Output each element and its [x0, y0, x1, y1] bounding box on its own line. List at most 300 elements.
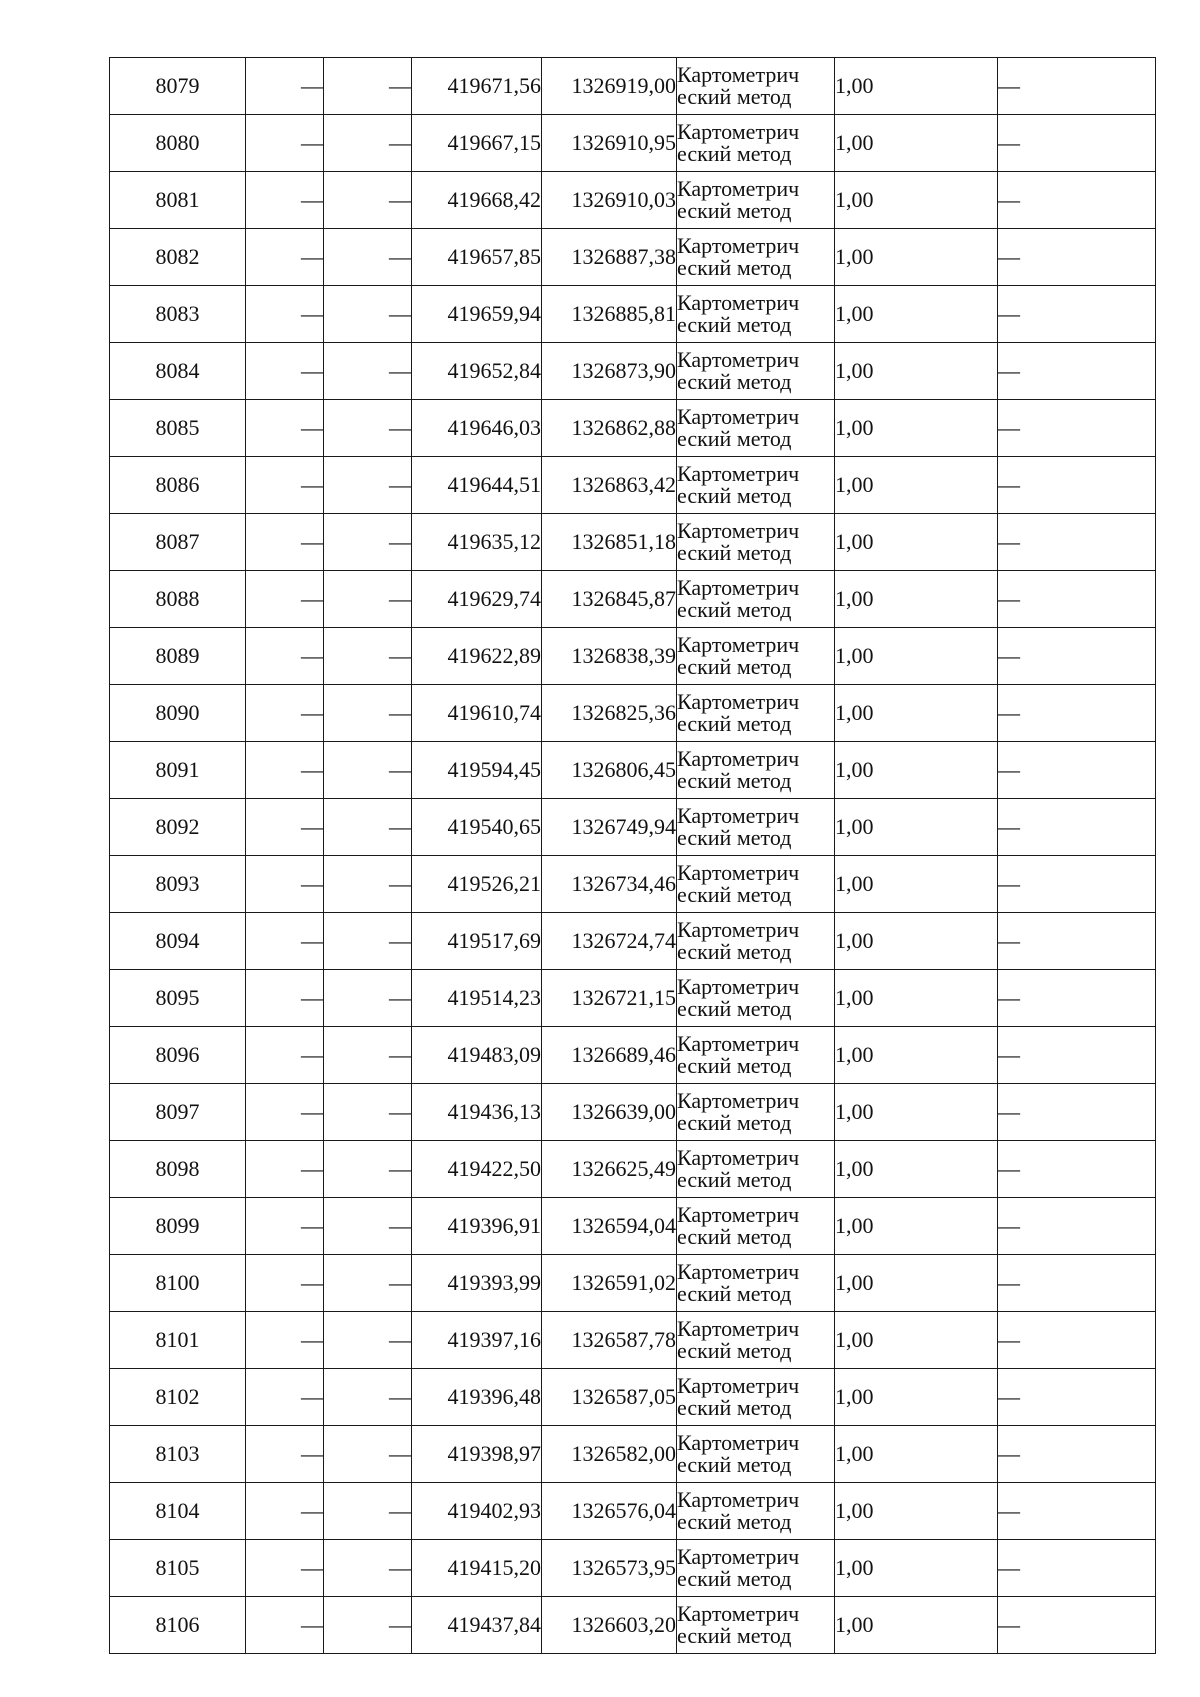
- empty-value-cell: —: [246, 1141, 324, 1198]
- method-cell: [677, 1483, 835, 1540]
- method-text-line2: еский метод: [677, 1281, 792, 1306]
- table-row: [110, 685, 1156, 742]
- method-text-line2: еский метод: [677, 882, 792, 907]
- empty-value-cell: —: [324, 742, 412, 799]
- y-coordinate-cell: 1326582,00: [542, 1426, 677, 1483]
- point-number-cell: 8105: [110, 1540, 246, 1597]
- method-cell: [677, 970, 835, 1027]
- y-coordinate-cell: 1326587,05: [542, 1369, 677, 1426]
- table-row: [110, 1198, 1156, 1255]
- method-text-line2: еский метод: [677, 939, 792, 964]
- empty-value-cell: —: [324, 229, 412, 286]
- table-row: [110, 1255, 1156, 1312]
- y-coordinate-cell: 1326603,20: [542, 1597, 677, 1654]
- method-text-line2: еский метод: [677, 825, 792, 850]
- accuracy-cell: 1,00: [835, 115, 998, 172]
- method-text-line1: Картометрич: [677, 1145, 800, 1170]
- note-cell: —: [998, 1369, 1156, 1426]
- method-text-line1: Картометрич: [677, 176, 800, 201]
- method-text-line1: Картометрич: [677, 62, 800, 87]
- x-coordinate-cell: 419652,84: [412, 343, 542, 400]
- method-text-line1: Картометрич: [677, 1259, 800, 1284]
- y-coordinate-cell: 1326721,15: [542, 970, 677, 1027]
- method-text-line2: еский метод: [677, 711, 792, 736]
- y-coordinate-cell: 1326838,39: [542, 628, 677, 685]
- point-number-cell: 8092: [110, 799, 246, 856]
- accuracy-cell: 1,00: [835, 286, 998, 343]
- method-text-line2: еский метод: [677, 198, 792, 223]
- x-coordinate-cell: 419671,56: [412, 58, 542, 115]
- method-text-line1: Картометрич: [677, 461, 800, 486]
- empty-value-cell: —: [324, 856, 412, 913]
- point-number-cell: 8079: [110, 58, 246, 115]
- x-coordinate-cell: 419402,93: [412, 1483, 542, 1540]
- note-cell: —: [998, 58, 1156, 115]
- method-cell: [677, 343, 835, 400]
- x-coordinate-cell: 419610,74: [412, 685, 542, 742]
- method-text-line2: еский метод: [677, 84, 792, 109]
- method-text-line1: Картометрич: [677, 860, 800, 885]
- empty-value-cell: —: [246, 1597, 324, 1654]
- table-row: [110, 856, 1156, 913]
- accuracy-cell: 1,00: [835, 1141, 998, 1198]
- empty-value-cell: —: [246, 1369, 324, 1426]
- method-cell: [677, 457, 835, 514]
- method-text-line1: Картометрич: [677, 689, 800, 714]
- note-cell: —: [998, 1540, 1156, 1597]
- accuracy-cell: 1,00: [835, 1198, 998, 1255]
- table-row: [110, 514, 1156, 571]
- point-number-cell: 8093: [110, 856, 246, 913]
- empty-value-cell: —: [324, 685, 412, 742]
- empty-value-cell: —: [324, 799, 412, 856]
- empty-value-cell: —: [324, 457, 412, 514]
- method-cell: [677, 229, 835, 286]
- point-number-cell: 8091: [110, 742, 246, 799]
- note-cell: —: [998, 1597, 1156, 1654]
- empty-value-cell: —: [246, 172, 324, 229]
- method-text-line2: еский метод: [677, 1224, 792, 1249]
- note-cell: —: [998, 457, 1156, 514]
- method-cell: [677, 514, 835, 571]
- note-cell: —: [998, 913, 1156, 970]
- accuracy-cell: 1,00: [835, 1255, 998, 1312]
- y-coordinate-cell: 1326573,95: [542, 1540, 677, 1597]
- table-row: [110, 913, 1156, 970]
- method-text-line2: еский метод: [677, 426, 792, 451]
- accuracy-cell: 1,00: [835, 514, 998, 571]
- accuracy-cell: 1,00: [835, 400, 998, 457]
- empty-value-cell: —: [246, 970, 324, 1027]
- method-cell: [677, 685, 835, 742]
- method-cell: [677, 1312, 835, 1369]
- table-row: [110, 58, 1156, 115]
- empty-value-cell: —: [246, 571, 324, 628]
- table-row: [110, 1597, 1156, 1654]
- y-coordinate-cell: 1326851,18: [542, 514, 677, 571]
- y-coordinate-cell: 1326825,36: [542, 685, 677, 742]
- table-row: [110, 172, 1156, 229]
- method-text-line1: Картометрич: [677, 1031, 800, 1056]
- table-row: [110, 1426, 1156, 1483]
- method-cell: [677, 286, 835, 343]
- method-text-line2: еский метод: [677, 141, 792, 166]
- accuracy-cell: 1,00: [835, 913, 998, 970]
- method-text-line1: Картометрич: [677, 1430, 800, 1455]
- method-text-line1: Картометрич: [677, 1601, 800, 1626]
- x-coordinate-cell: 419646,03: [412, 400, 542, 457]
- note-cell: —: [998, 1483, 1156, 1540]
- method-text-line2: еский метод: [677, 540, 792, 565]
- accuracy-cell: 1,00: [835, 1027, 998, 1084]
- x-coordinate-cell: 419436,13: [412, 1084, 542, 1141]
- x-coordinate-cell: 419657,85: [412, 229, 542, 286]
- x-coordinate-cell: 419659,94: [412, 286, 542, 343]
- x-coordinate-cell: 419437,84: [412, 1597, 542, 1654]
- note-cell: —: [998, 1027, 1156, 1084]
- accuracy-cell: 1,00: [835, 856, 998, 913]
- point-number-cell: 8081: [110, 172, 246, 229]
- empty-value-cell: —: [246, 286, 324, 343]
- x-coordinate-cell: 419667,15: [412, 115, 542, 172]
- method-text-line2: еский метод: [677, 996, 792, 1021]
- accuracy-cell: 1,00: [835, 1312, 998, 1369]
- x-coordinate-cell: 419526,21: [412, 856, 542, 913]
- point-number-cell: 8086: [110, 457, 246, 514]
- method-text-line1: Картометрич: [677, 1373, 800, 1398]
- x-coordinate-cell: 419644,51: [412, 457, 542, 514]
- table-row: [110, 742, 1156, 799]
- note-cell: —: [998, 685, 1156, 742]
- note-cell: —: [998, 856, 1156, 913]
- empty-value-cell: —: [324, 628, 412, 685]
- method-cell: [677, 742, 835, 799]
- point-number-cell: 8100: [110, 1255, 246, 1312]
- empty-value-cell: —: [324, 1027, 412, 1084]
- x-coordinate-cell: 419668,42: [412, 172, 542, 229]
- method-text-line1: Картометрич: [677, 746, 800, 771]
- method-text-line1: Картометрич: [677, 1544, 800, 1569]
- empty-value-cell: —: [324, 571, 412, 628]
- method-cell: [677, 1540, 835, 1597]
- point-number-cell: 8097: [110, 1084, 246, 1141]
- y-coordinate-cell: 1326625,49: [542, 1141, 677, 1198]
- method-text-line2: еский метод: [677, 1395, 792, 1420]
- empty-value-cell: —: [246, 400, 324, 457]
- method-cell: [677, 856, 835, 913]
- note-cell: —: [998, 1312, 1156, 1369]
- point-number-cell: 8085: [110, 400, 246, 457]
- table-row: [110, 1141, 1156, 1198]
- note-cell: —: [998, 400, 1156, 457]
- method-text-line2: еский метод: [677, 654, 792, 679]
- empty-value-cell: —: [246, 1312, 324, 1369]
- note-cell: —: [998, 970, 1156, 1027]
- method-cell: [677, 571, 835, 628]
- table-row: [110, 229, 1156, 286]
- method-cell: [677, 1369, 835, 1426]
- point-number-cell: 8096: [110, 1027, 246, 1084]
- empty-value-cell: —: [324, 913, 412, 970]
- empty-value-cell: —: [246, 1027, 324, 1084]
- method-cell: [677, 913, 835, 970]
- x-coordinate-cell: 419540,65: [412, 799, 542, 856]
- empty-value-cell: —: [324, 172, 412, 229]
- table-body: [110, 58, 1156, 1654]
- method-cell: [677, 1084, 835, 1141]
- method-text-line1: Картометрич: [677, 1202, 800, 1227]
- note-cell: —: [998, 628, 1156, 685]
- method-cell: [677, 1198, 835, 1255]
- x-coordinate-cell: 419594,45: [412, 742, 542, 799]
- point-number-cell: 8090: [110, 685, 246, 742]
- method-cell: [677, 172, 835, 229]
- x-coordinate-cell: 419622,89: [412, 628, 542, 685]
- y-coordinate-cell: 1326887,38: [542, 229, 677, 286]
- point-number-cell: 8089: [110, 628, 246, 685]
- point-number-cell: 8095: [110, 970, 246, 1027]
- point-number-cell: 8082: [110, 229, 246, 286]
- accuracy-cell: 1,00: [835, 1597, 998, 1654]
- method-text-line2: еский метод: [677, 312, 792, 337]
- point-number-cell: 8106: [110, 1597, 246, 1654]
- y-coordinate-cell: 1326845,87: [542, 571, 677, 628]
- table-row: [110, 343, 1156, 400]
- empty-value-cell: —: [246, 457, 324, 514]
- y-coordinate-cell: 1326862,88: [542, 400, 677, 457]
- y-coordinate-cell: 1326910,95: [542, 115, 677, 172]
- empty-value-cell: —: [324, 514, 412, 571]
- point-number-cell: 8101: [110, 1312, 246, 1369]
- empty-value-cell: —: [246, 799, 324, 856]
- empty-value-cell: —: [324, 115, 412, 172]
- accuracy-cell: 1,00: [835, 172, 998, 229]
- table-row: [110, 286, 1156, 343]
- empty-value-cell: —: [324, 400, 412, 457]
- method-text-line1: Картометрич: [677, 917, 800, 942]
- method-cell: [677, 1027, 835, 1084]
- empty-value-cell: —: [246, 742, 324, 799]
- method-cell: [677, 58, 835, 115]
- table-row: [110, 628, 1156, 685]
- accuracy-cell: 1,00: [835, 1426, 998, 1483]
- empty-value-cell: —: [324, 1540, 412, 1597]
- method-cell: [677, 400, 835, 457]
- empty-value-cell: —: [246, 856, 324, 913]
- method-cell: [677, 628, 835, 685]
- point-number-cell: 8104: [110, 1483, 246, 1540]
- y-coordinate-cell: 1326576,04: [542, 1483, 677, 1540]
- method-text-line2: еский метод: [677, 768, 792, 793]
- x-coordinate-cell: 419397,16: [412, 1312, 542, 1369]
- table-row: [110, 571, 1156, 628]
- point-number-cell: 8102: [110, 1369, 246, 1426]
- accuracy-cell: 1,00: [835, 970, 998, 1027]
- empty-value-cell: —: [324, 1426, 412, 1483]
- accuracy-cell: 1,00: [835, 799, 998, 856]
- empty-value-cell: —: [246, 685, 324, 742]
- accuracy-cell: 1,00: [835, 1084, 998, 1141]
- method-text-line2: еский метод: [677, 255, 792, 280]
- accuracy-cell: 1,00: [835, 457, 998, 514]
- empty-value-cell: —: [246, 628, 324, 685]
- x-coordinate-cell: 419398,97: [412, 1426, 542, 1483]
- empty-value-cell: —: [324, 1483, 412, 1540]
- x-coordinate-cell: 419396,48: [412, 1369, 542, 1426]
- empty-value-cell: —: [246, 115, 324, 172]
- accuracy-cell: 1,00: [835, 742, 998, 799]
- x-coordinate-cell: 419396,91: [412, 1198, 542, 1255]
- empty-value-cell: —: [324, 286, 412, 343]
- empty-value-cell: —: [246, 1198, 324, 1255]
- method-text-line1: Картометрич: [677, 974, 800, 999]
- empty-value-cell: —: [324, 1312, 412, 1369]
- y-coordinate-cell: 1326591,02: [542, 1255, 677, 1312]
- table-row: [110, 457, 1156, 514]
- x-coordinate-cell: 419629,74: [412, 571, 542, 628]
- y-coordinate-cell: 1326734,46: [542, 856, 677, 913]
- method-text-line2: еский метод: [677, 1566, 792, 1591]
- empty-value-cell: —: [246, 58, 324, 115]
- accuracy-cell: 1,00: [835, 1483, 998, 1540]
- method-text-line1: Картометрич: [677, 347, 800, 372]
- method-cell: [677, 115, 835, 172]
- empty-value-cell: —: [246, 1483, 324, 1540]
- y-coordinate-cell: 1326587,78: [542, 1312, 677, 1369]
- empty-value-cell: —: [324, 58, 412, 115]
- y-coordinate-cell: 1326806,45: [542, 742, 677, 799]
- accuracy-cell: 1,00: [835, 58, 998, 115]
- method-cell: [677, 1255, 835, 1312]
- table-row: [110, 1369, 1156, 1426]
- empty-value-cell: —: [246, 1255, 324, 1312]
- x-coordinate-cell: 419422,50: [412, 1141, 542, 1198]
- note-cell: —: [998, 571, 1156, 628]
- coordinates-table: [109, 57, 1156, 1654]
- y-coordinate-cell: 1326749,94: [542, 799, 677, 856]
- method-text-line2: еский метод: [677, 597, 792, 622]
- y-coordinate-cell: 1326639,00: [542, 1084, 677, 1141]
- empty-value-cell: —: [324, 1141, 412, 1198]
- empty-value-cell: —: [324, 1198, 412, 1255]
- accuracy-cell: 1,00: [835, 1540, 998, 1597]
- method-text-line1: Картометрич: [677, 233, 800, 258]
- note-cell: —: [998, 1255, 1156, 1312]
- point-number-cell: 8098: [110, 1141, 246, 1198]
- point-number-cell: 8084: [110, 343, 246, 400]
- note-cell: —: [998, 115, 1156, 172]
- accuracy-cell: 1,00: [835, 1369, 998, 1426]
- note-cell: —: [998, 1084, 1156, 1141]
- empty-value-cell: —: [246, 1084, 324, 1141]
- y-coordinate-cell: 1326689,46: [542, 1027, 677, 1084]
- empty-value-cell: —: [246, 1426, 324, 1483]
- x-coordinate-cell: 419517,69: [412, 913, 542, 970]
- y-coordinate-cell: 1326873,90: [542, 343, 677, 400]
- method-cell: [677, 799, 835, 856]
- table-row: [110, 400, 1156, 457]
- note-cell: —: [998, 514, 1156, 571]
- empty-value-cell: —: [324, 1369, 412, 1426]
- y-coordinate-cell: 1326885,81: [542, 286, 677, 343]
- point-number-cell: 8088: [110, 571, 246, 628]
- empty-value-cell: —: [324, 1255, 412, 1312]
- empty-value-cell: —: [324, 343, 412, 400]
- method-text-line2: еский метод: [677, 1509, 792, 1534]
- accuracy-cell: 1,00: [835, 628, 998, 685]
- table-row: [110, 115, 1156, 172]
- y-coordinate-cell: 1326910,03: [542, 172, 677, 229]
- method-cell: [677, 1597, 835, 1654]
- y-coordinate-cell: 1326863,42: [542, 457, 677, 514]
- accuracy-cell: 1,00: [835, 685, 998, 742]
- method-text-line1: Картометрич: [677, 803, 800, 828]
- method-text-line2: еский метод: [677, 483, 792, 508]
- empty-value-cell: —: [246, 514, 324, 571]
- note-cell: —: [998, 799, 1156, 856]
- x-coordinate-cell: 419514,23: [412, 970, 542, 1027]
- point-number-cell: 8103: [110, 1426, 246, 1483]
- x-coordinate-cell: 419635,12: [412, 514, 542, 571]
- table-row: [110, 1540, 1156, 1597]
- table-row: [110, 799, 1156, 856]
- point-number-cell: 8080: [110, 115, 246, 172]
- x-coordinate-cell: 419483,09: [412, 1027, 542, 1084]
- point-number-cell: 8099: [110, 1198, 246, 1255]
- accuracy-cell: 1,00: [835, 229, 998, 286]
- x-coordinate-cell: 419415,20: [412, 1540, 542, 1597]
- method-text-line1: Картометрич: [677, 119, 800, 144]
- method-text-line2: еский метод: [677, 1338, 792, 1363]
- method-text-line1: Картометрич: [677, 404, 800, 429]
- empty-value-cell: —: [246, 1540, 324, 1597]
- method-text-line2: еский метод: [677, 1452, 792, 1477]
- method-cell: [677, 1426, 835, 1483]
- empty-value-cell: —: [246, 229, 324, 286]
- note-cell: —: [998, 343, 1156, 400]
- method-cell: [677, 1141, 835, 1198]
- note-cell: —: [998, 1198, 1156, 1255]
- note-cell: —: [998, 286, 1156, 343]
- note-cell: —: [998, 172, 1156, 229]
- note-cell: —: [998, 1426, 1156, 1483]
- y-coordinate-cell: 1326919,00: [542, 58, 677, 115]
- method-text-line1: Картометрич: [677, 1487, 800, 1512]
- method-text-line2: еский метод: [677, 1623, 792, 1648]
- method-text-line2: еский метод: [677, 1053, 792, 1078]
- x-coordinate-cell: 419393,99: [412, 1255, 542, 1312]
- table-row: [110, 1084, 1156, 1141]
- point-number-cell: 8083: [110, 286, 246, 343]
- method-text-line1: Картометрич: [677, 1088, 800, 1113]
- method-text-line1: Картометрич: [677, 575, 800, 600]
- y-coordinate-cell: 1326594,04: [542, 1198, 677, 1255]
- table-row: [110, 1027, 1156, 1084]
- empty-value-cell: —: [246, 913, 324, 970]
- empty-value-cell: —: [246, 343, 324, 400]
- method-text-line1: Картометрич: [677, 518, 800, 543]
- note-cell: —: [998, 742, 1156, 799]
- y-coordinate-cell: 1326724,74: [542, 913, 677, 970]
- method-text-line2: еский метод: [677, 369, 792, 394]
- table-row: [110, 1483, 1156, 1540]
- method-text-line1: Картометрич: [677, 1316, 800, 1341]
- method-text-line2: еский метод: [677, 1110, 792, 1135]
- empty-value-cell: —: [324, 1084, 412, 1141]
- accuracy-cell: 1,00: [835, 571, 998, 628]
- empty-value-cell: —: [324, 1597, 412, 1654]
- table-row: [110, 1312, 1156, 1369]
